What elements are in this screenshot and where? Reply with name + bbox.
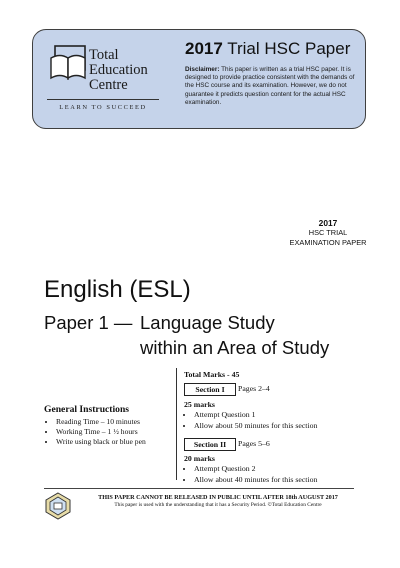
section-1-pages: Pages 2–4 bbox=[238, 384, 270, 393]
logo-text-line-3: Centre bbox=[89, 77, 128, 93]
instruction-item: • Write using black or blue pen bbox=[56, 437, 174, 447]
section-2-marks: 20 marks bbox=[184, 454, 215, 463]
instruction-item: • Working Time – 1 ½ hours bbox=[56, 427, 174, 437]
section-1-instructions bbox=[184, 410, 360, 431]
section-1-item: • Attempt Question 1 bbox=[194, 410, 360, 421]
section-2-instructions bbox=[184, 464, 360, 485]
marks-divider bbox=[176, 368, 177, 480]
paper-title-year: 2017 bbox=[185, 39, 223, 58]
section-1-marks: 25 marks bbox=[184, 400, 215, 409]
footer-release-notice: THIS PAPER CANNOT BE RELEASED IN PUBLIC UNTIL AFTER 18th AUGUST 2017 bbox=[98, 494, 338, 501]
footer bbox=[80, 494, 356, 509]
exam-year: 2017 bbox=[318, 218, 338, 228]
section-1-label: Section I bbox=[184, 383, 236, 396]
section-2-pages: Pages 5–6 bbox=[238, 439, 270, 448]
exam-paper-label: EXAMINATION PAPER bbox=[289, 238, 367, 247]
security-seal-icon bbox=[44, 492, 72, 520]
general-instructions bbox=[44, 404, 174, 448]
paper-name-line-2: within an Area of Study bbox=[140, 337, 330, 358]
general-instructions-heading: General Instructions bbox=[44, 404, 130, 415]
instruction-item: • Reading Time – 10 minutes bbox=[56, 417, 174, 427]
section-2-item: • Allow about 40 minutes for this section bbox=[194, 475, 360, 486]
open-book-monitor-icon bbox=[49, 44, 87, 84]
footer-divider bbox=[44, 488, 354, 489]
paper-number: Paper 1 — bbox=[44, 312, 133, 333]
header-banner bbox=[32, 29, 366, 129]
logo-text-line-2: Education bbox=[89, 62, 148, 78]
section-2-label: Section II bbox=[184, 438, 236, 451]
disclaimer-label: Disclaimer: bbox=[185, 66, 220, 73]
paper-title bbox=[185, 39, 357, 59]
disclaimer bbox=[185, 66, 361, 107]
total-marks: Total Marks - 45 bbox=[184, 370, 240, 379]
section-2-item: • Attempt Question 2 bbox=[194, 464, 360, 475]
footer-security-notice: This paper is used with the understanding that it has a Security Period. ©Total Education Centre bbox=[114, 502, 322, 508]
subject-title: English (ESL) bbox=[44, 276, 191, 303]
logo-divider bbox=[47, 99, 159, 100]
exam-header bbox=[276, 218, 380, 248]
logo-text-line-1: Total bbox=[89, 47, 119, 63]
general-instructions-list bbox=[44, 417, 174, 448]
exam-type: HSC TRIAL bbox=[308, 228, 348, 237]
disclaimer-text: This paper is written as a trial HSC paper. It is designed to provide practice consistent with the demands of the HSC course and its examination. However, we do not guarantee it predicts question content for the actual HSC examination. bbox=[185, 66, 355, 106]
section-1-item: • Allow about 50 minutes for this section bbox=[194, 421, 360, 432]
logo-tagline: LEARN TO SUCCEED bbox=[59, 104, 147, 111]
paper-name-line-1: Language Study bbox=[140, 312, 275, 333]
tec-logo bbox=[45, 44, 163, 122]
paper-title-rest: Trial HSC Paper bbox=[222, 39, 351, 58]
